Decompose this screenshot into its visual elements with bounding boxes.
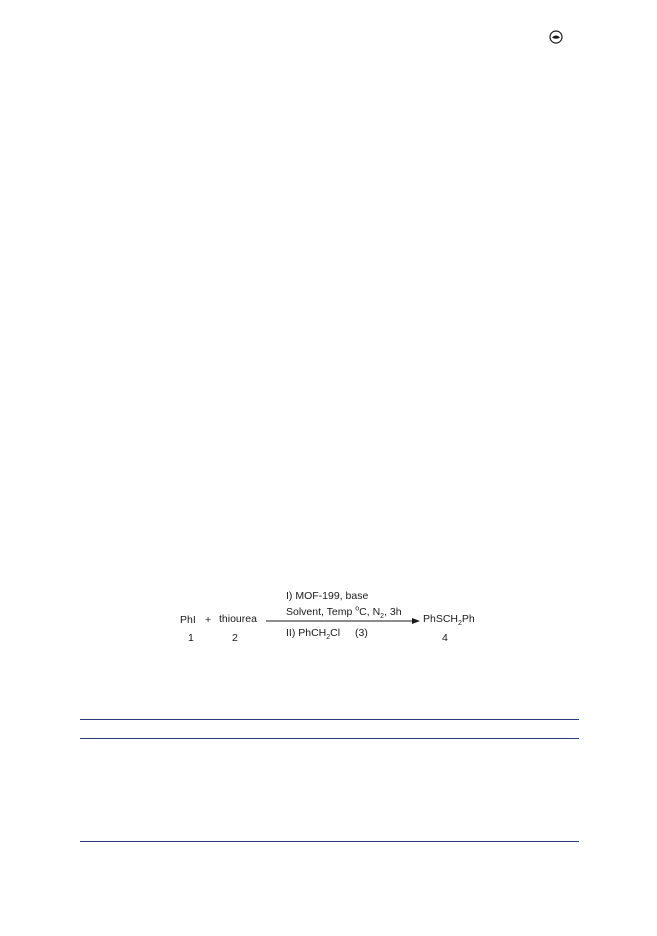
product-number: 4 — [442, 632, 448, 644]
reaction-arrow-icon — [266, 616, 420, 626]
table-top-rule — [80, 719, 579, 720]
reagent-number: (3) — [355, 627, 368, 639]
reactant-thiourea: thiourea — [219, 613, 257, 625]
table-bottom-rule — [80, 841, 579, 842]
reactant-phi-number: 1 — [188, 632, 194, 644]
condition-step-1: I) MOF-199, base — [286, 590, 369, 602]
plus-sign: + — [205, 614, 212, 626]
product: PhSCH$_2$Ph — [423, 613, 475, 628]
publisher-logo-icon — [549, 30, 563, 44]
reactant-phi: PhI — [180, 614, 196, 626]
table-header-rule — [80, 738, 579, 739]
condition-step-2: II) PhCH$_2$Cl — [286, 627, 341, 642]
reactant-thiourea-number: 2 — [232, 632, 238, 644]
condition-step-1-details: Solvent, Temp $^o$C, $N_2$, 3h — [286, 605, 402, 621]
